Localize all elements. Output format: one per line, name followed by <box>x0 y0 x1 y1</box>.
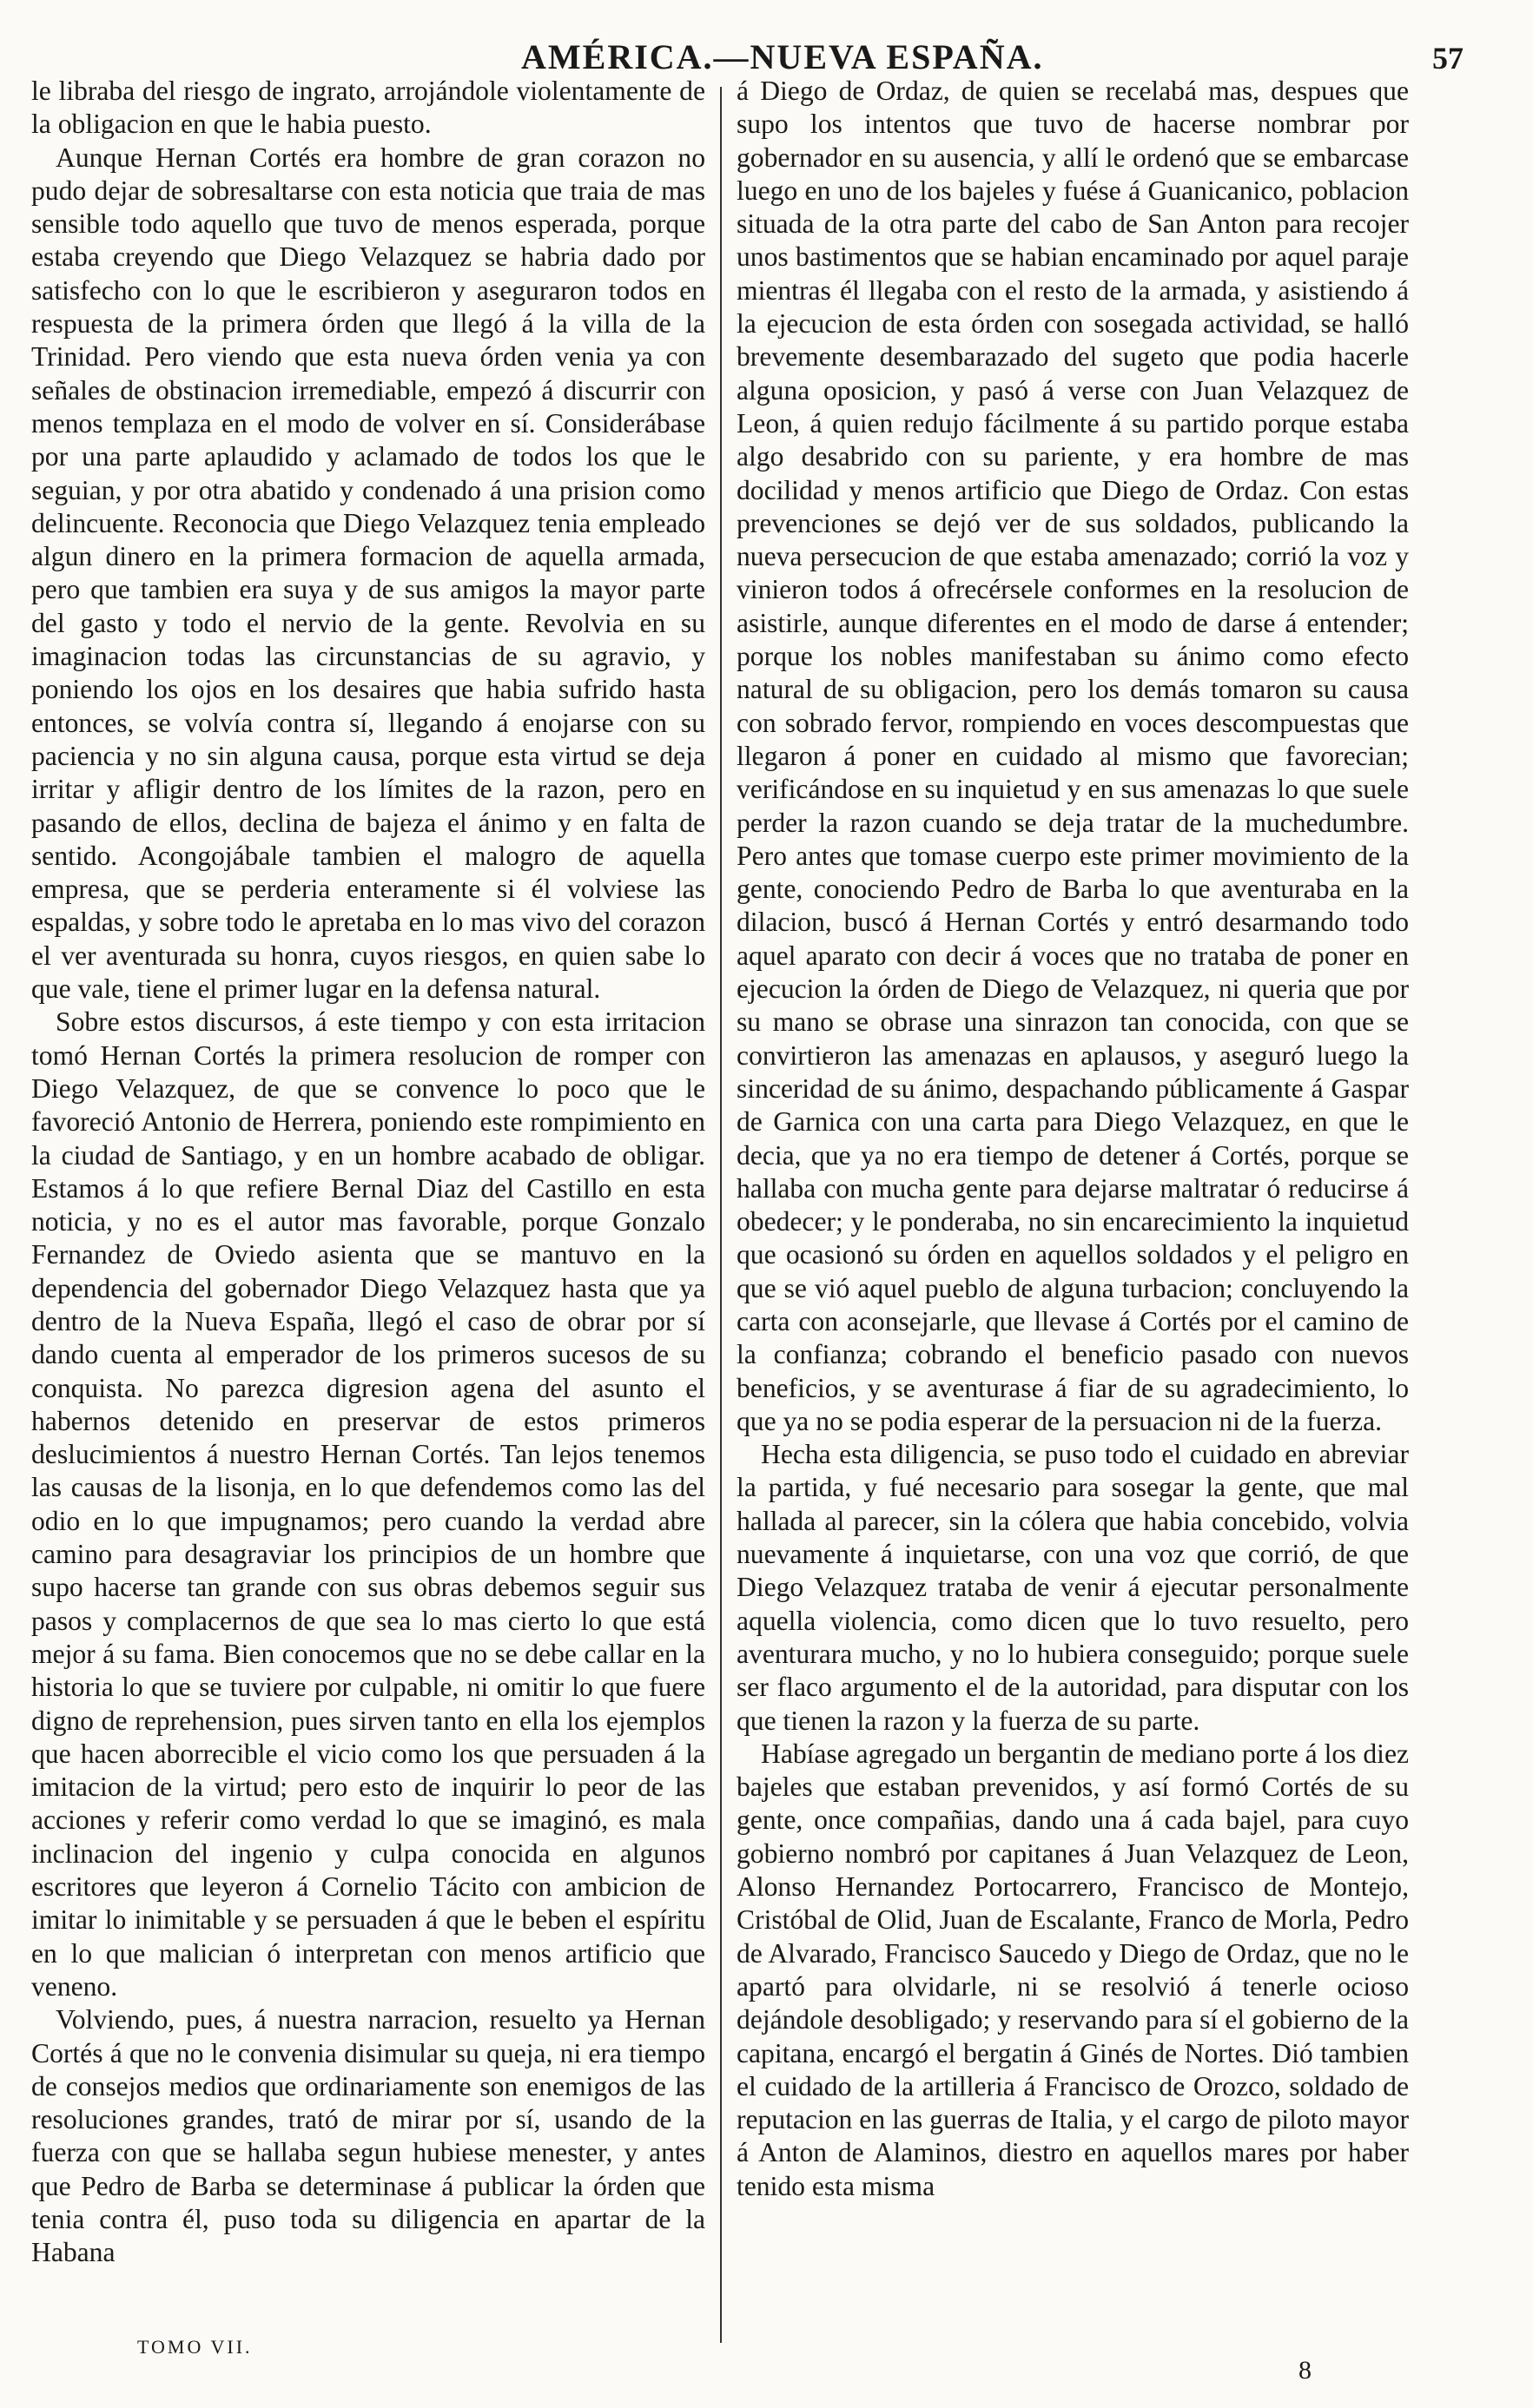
running-head <box>0 36 1533 80</box>
paragraph: Hecha esta diligencia, se puso todo el cuidado en abreviar la partida, y fué necesario para sosegar la gente, que mal hallada al parecer, sin la cólera que habia concebido, volvia nuevamente á inquietarse, con una voz que corrió, de que Diego Velazquez trataba de venir á ejecutar personalmente aquella violencia, como dicen que lo tuvo resuelto, pero aventurara mucho, y no lo hubiera conseguido; porque suele ser flaco argumento el de la autoridad, para disputar con los que tienen la razon y la fuerza de su parte. <box>737 1439 1409 1736</box>
paragraph: á Diego de Ordaz, de quien se recelabá mas, despues que supo los intentos que tuvo de hacerse nombrar por gobernador en su ausencia, y allí le ordenó que se embarcase luego en uno de los bajeles y fuése á Guanicanico, poblacion situada de la otra parte del cabo de San Anton para recojer unos bastimentos que se habian encaminado por aquel paraje mientras él llegaba con el resto de la armada, y asistiendo á la ejecucion de esta órden con sosegada actividad, se halló brevemente desembarazado del sugeto que podia hacerle alguna oposicion, y pasó á verse con Juan Velazquez de Leon, á quien redujo fácilmente á su partido porque estaba algo desabrido con su pariente, y era hombre de mas docilidad y menos artificio que Diego de Ordaz. Con estas prevenciones se dejó ver de sus soldados, publicando la nueva persecucion de que estaba amenazado; corrió la voz y vinieron todos á ofrecérsele conformes en la resolucion de asistirle, aunque diferentes en el modo de darse á entender; porque los nobles manifestaban su ánimo como efecto natural de su obligacion, pero los demás tomaron su causa con sobrado fervor, rompiendo en voces descompuestas que llegaron á poner en cuidado al mismo que favorecian; verificándose en su inquietud y en sus amenazas lo que suele perder la razon cuando se deja tratar de la muchedumbre. Pero antes que tomase cuerpo este primer movimiento de la gente, conociendo Pedro de Barba lo que aventuraba en la dilacion, buscó á Hernan Cortés y entró desarmando todo aquel aparato con decir á voces que no trataba de poner en ejecucion la órden de Diego de Velazquez, ni queria que por su mano se obrase una sinrazon tan conocida, con que se convirtieron las amenazas en aplausos, y aseguró luego la sinceridad de su ánimo, despachando públicamente á Gaspar de Garnica con una carta para Diego Velazquez, en que le decia, que ya no era tiempo de detener á Cortés, porque se hallaba con mucha gente para dejarse maltratar ó reducirse á obedecer; y le ponderaba, no sin encarecimiento la inquietud que ocasionó su órden en aquellos soldados y el peligro en que se vió aquel pueblo de alguna turbacion; concluyendo la carta con aconsejarle, que llevase á Cortés por el camino de la confianza; cobrando el beneficio pasado con nuevos beneficios, y se aventurase á fiar de su agradecimiento, lo que ya no se podia esperar de la persuacion ni de la fuerza. <box>737 76 1409 1436</box>
paragraph: Aunque Hernan Cortés era hombre de gran corazon no pudo dejar de sobresaltarse con esta noticia que traia de mas sensible todo aquello que tuvo de menos esperada, porque estaba creyendo que Diego Velazquez se habria dado por satisfecho con lo que le escribieron y aseguraron todos en respuesta de la primera órden que llegó á la villa de la Trinidad. Pero viendo que esta nueva órden venia ya con señales de obstinacion irremediable, empezó á discurrir con menos templaza en el modo de volver en sí. Considerábase por una parte aplaudido y aclamado de todos los que le seguian, y por otra abatido y condenado á una prision como delincuente. Reconocia que Diego Velazquez tenia empleado algun dinero en la primera formacion de aquella armada, pero que tambien era suya y de sus amigos la mayor parte del gasto y todo el nervio de la gente. Revolvia en su imaginacion todas las circunstancias de su agravio, y poniendo los ojos en los desaires que habia sufrido hasta entonces, se volvía contra sí, llegando á enojarse con su paciencia y no sin alguna causa, porque esta virtud se deja irritar y afligir dentro de los límites de la razon, pero en pasando de ellos, declina de bajeza el ánimo y en falta de sentido. Acongojábale tambien el malogro de aquella empresa, que se perderia enteramente si él volviese las espaldas, y sobre todo le apretaba en lo mas vivo del corazon el ver aventurada su honra, cuyos riesgos, en quien sabe lo que vale, tiene el primer lugar en la defensa natural. <box>31 142 705 1005</box>
column-divider <box>720 87 722 2343</box>
right-column <box>737 75 1409 2203</box>
paragraph: Sobre estos discursos, á este tiempo y con esta irritacion tomó Hernan Cortés la primera resolucion de romper con Diego Velazquez, de que se convence lo poco que le favoreció Antonio de Herrera, poniendo este rompimiento en la ciudad de Santiago, y en un hombre acabado de obligar. Estamos á lo que refiere Bernal Diaz del Castillo en esta noticia, y no es el autor mas favorable, porque Gonzalo Fernandez de Oviedo asienta que se mantuvo en la dependencia del gobernador Diego Velazquez hasta que ya dentro de la Nueva España, llegó el caso de obrar por sí dando cuenta al emperador de los primeros sucesos de su conquista. No parezca digresion agena del asunto el habernos detenido en preservar de estos primeros deslucimientos á nuestro Hernan Cortés. Tan lejos tenemos las causas de la lisonja, en lo que defendemos como las del odio en lo que impugnamos; pero cuando la verdad abre camino para desagraviar los principios de un hombre que supo hacerse tan grande con sus obras debemos seguir sus pasos y complacernos de que sea lo mas cierto lo que está mejor á su fama. Bien conocemos que no se debe callar en la historia lo que se tuviere por culpable, ni omitir lo que fuere digno de reprehension, pues sirven tanto en ella los ejemplos que hacen aborrecible el vicio como los que persuaden á la imitacion de la virtud; pero esto de inquirir lo peor de las acciones y referir como verdad lo que se imaginó, es mala inclinacion del ingenio y culpa conocida en algunos escritores que leyeron á Cornelio Tácito con ambicion de imitar lo inimitable y se persuaden á que le beben el espíritu en lo que malician ó interpretan con menos artificio que veneno. <box>31 1006 705 2002</box>
paragraph: le libraba del riesgo de ingrato, arrojándole violentamente de la obligacion en que le habia puesto. <box>31 76 705 140</box>
paragraph: Habíase agregado un bergantin de mediano porte á los diez bajeles que estaban prevenidos, y así formó Cortés de su gente, once compañias, dando una á cada bajel, para cuyo gobierno nombró por capitanes á Juan Velazquez de Leon, Alonso Hernandez Portocarrero, Francisco de Montejo, Cristóbal de Olid, Juan de Escalante, Franco de Morla, Pedro de Alvarado, Francisco Saucedo y Diego de Ordaz, que no le apartó para olvidarle, ni se resolvió á tenerle ocioso dejándole desobligado; y reservando para sí el gobierno de la capitana, encargó el bergatin á Ginés de Nortes. Dió tambien el cuidado de la artilleria á Francisco de Orozco, soldado de reputacion en las guerras de Italia, y el cargo de piloto mayor á Anton de Alaminos, diestro en aquellos mares por haber tenido esta misma <box>737 1738 1409 2201</box>
paragraph: Volviendo, pues, á nuestra narracion, resuelto ya Hernan Cortés á que no le convenia disimular su queja, ni era tiempo de consejos medios que ordinariamente son enemigos de las resoluciones grandes, trató de mirar por sí, usando de la fuerza con que se hallaba segun hubiese menester, y antes que Pedro de Barba se determinase á publicar la órden que tenia contra él, puso toda su diligencia en apartar de la Habana <box>31 2004 705 2268</box>
left-column <box>31 75 705 2270</box>
volume-footer: TOMO VII. <box>137 2336 253 2358</box>
signature-mark: 8 <box>1298 2356 1312 2385</box>
running-title: AMÉRICA.—NUEVA ESPAÑA. <box>521 37 1044 76</box>
page-number: 57 <box>1432 41 1464 76</box>
